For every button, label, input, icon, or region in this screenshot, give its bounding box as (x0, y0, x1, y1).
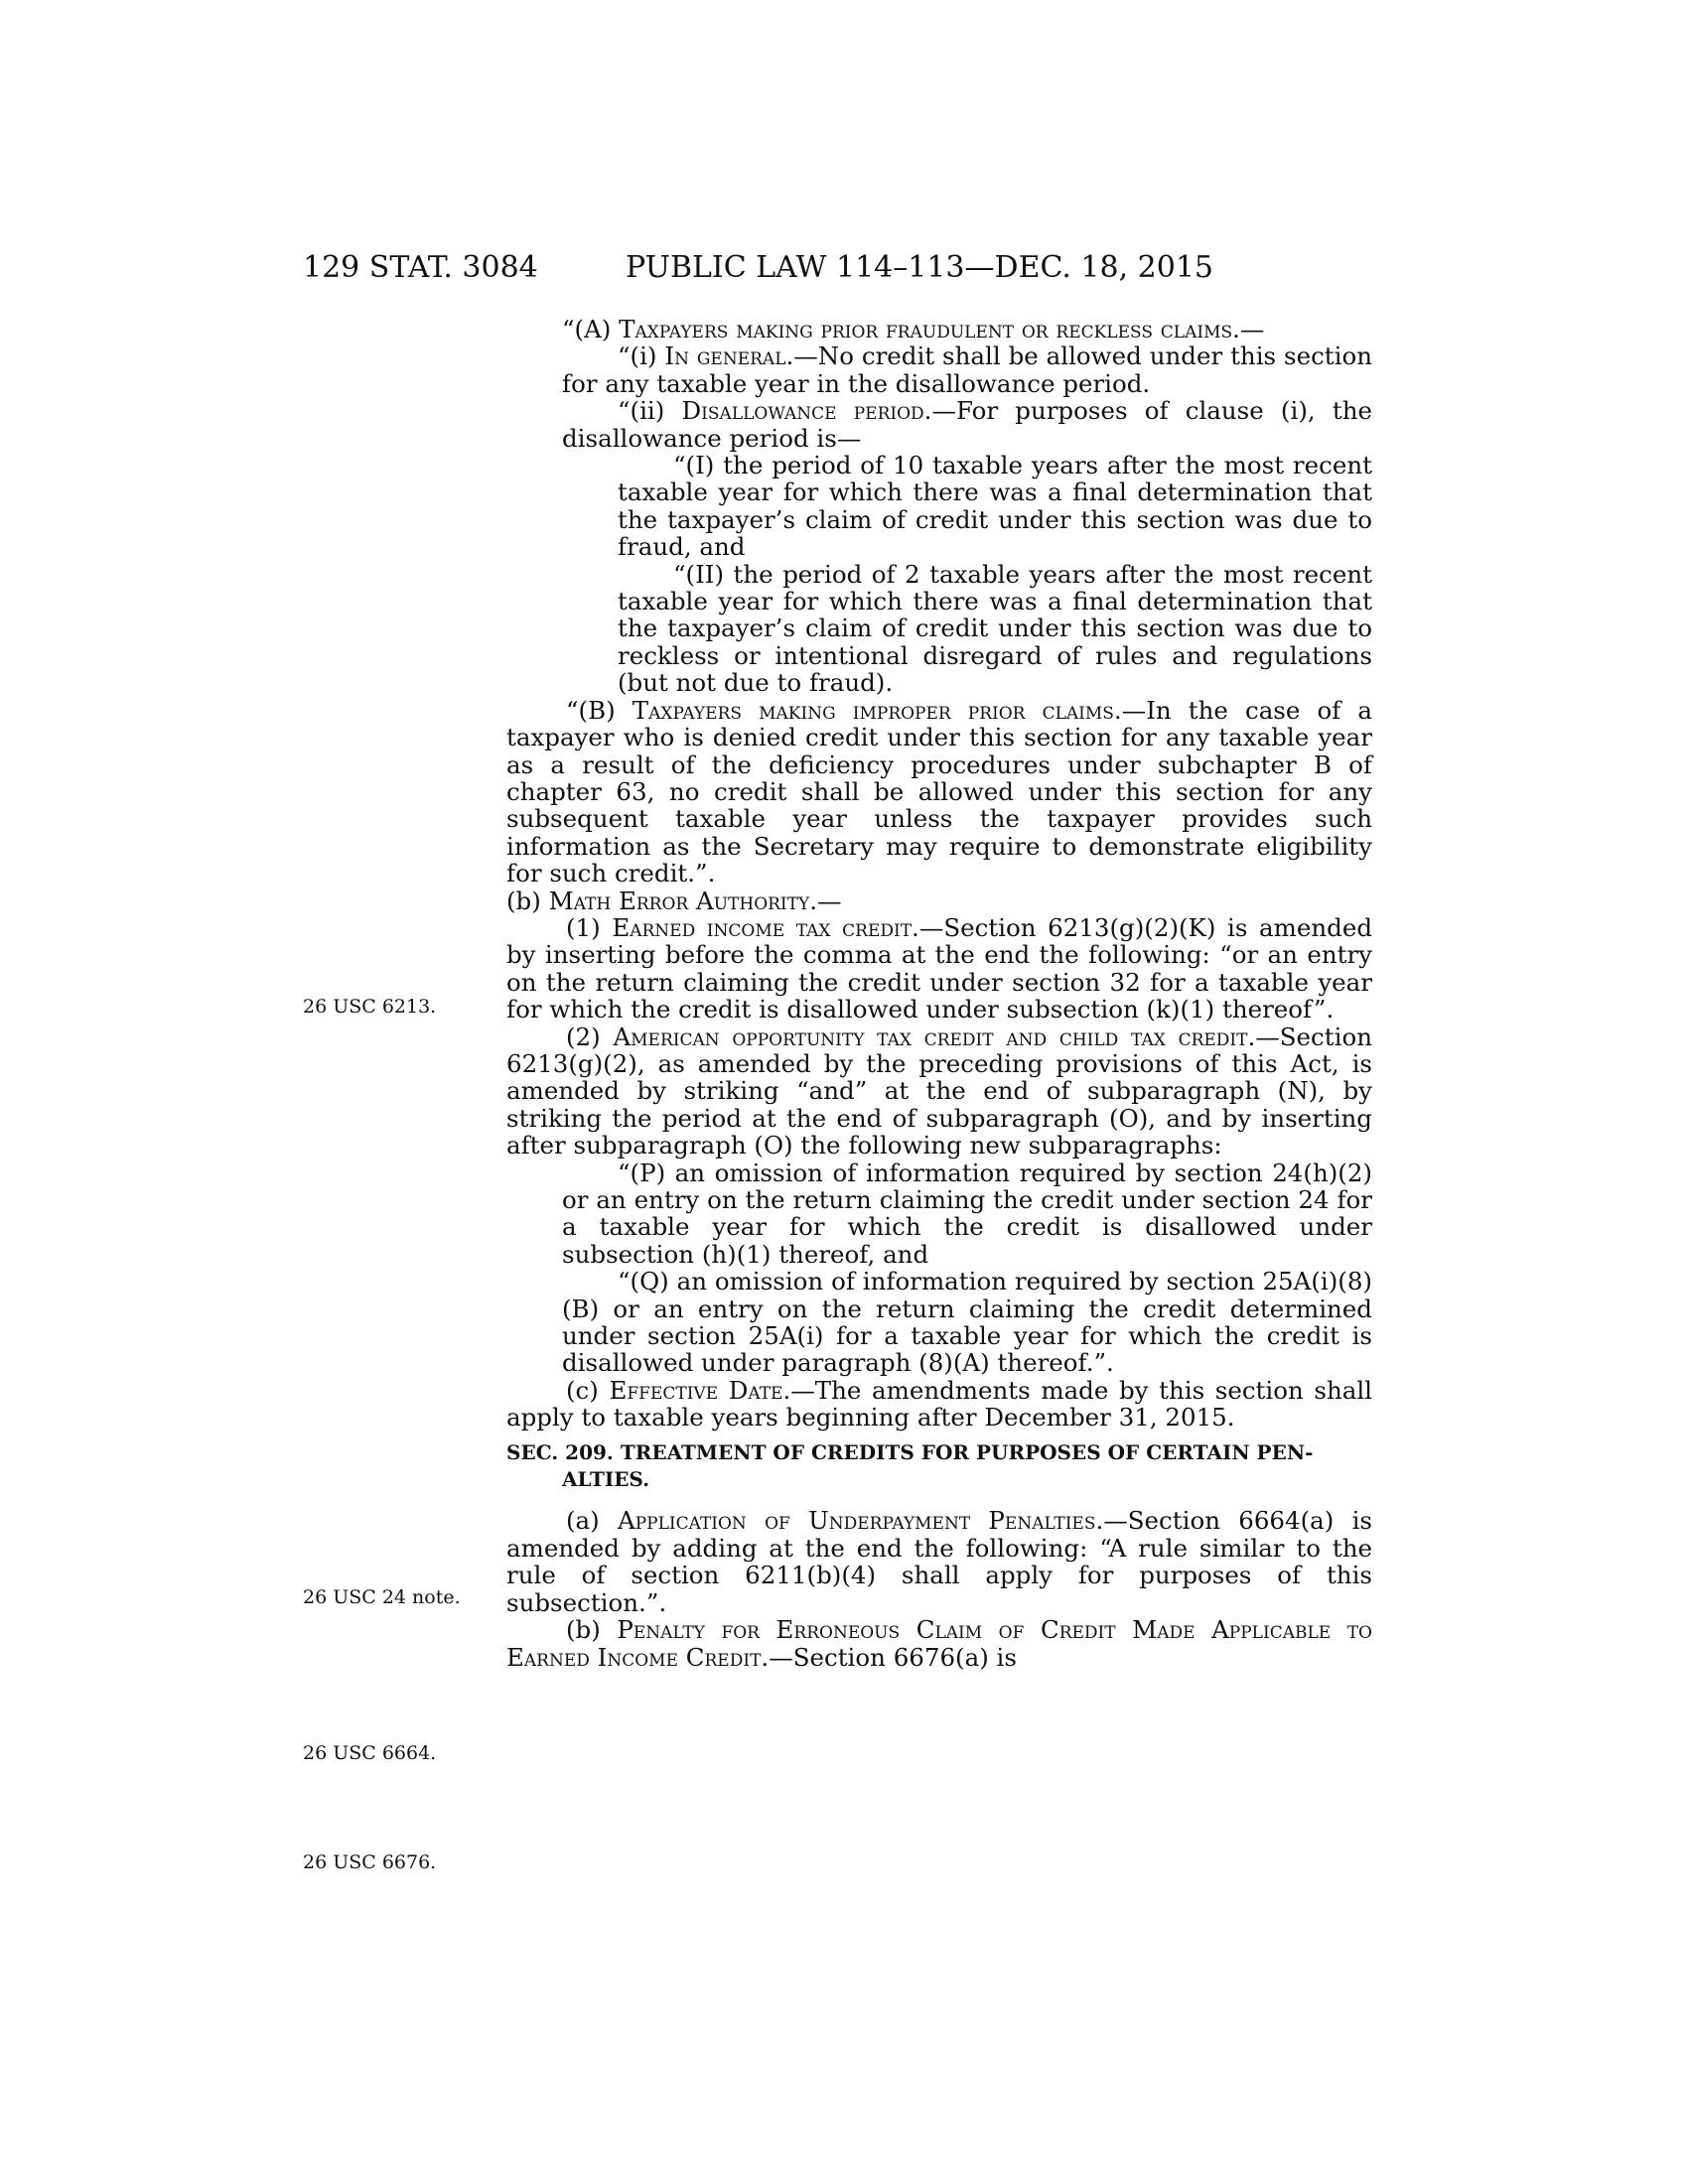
paragraph-1: (1) Earned income tax credit.—Section 6213(g)(2)(K) is amended by inserting before the comma at the end the following: “or an entry on the return claiming the credit under section 32 for a taxable year for which the credit is disallowed under subsection (k)(1) thereof”. (506, 912, 1373, 1024)
paragraph-Q: “(Q) an omission of information required by section 25A(i)(8)(B) or an entry on the return claiming the credit determined under section 25A(i) for a taxable year for which the credit is disallowed under paragraph (8)(A) thereof.”. (562, 1267, 1372, 1378)
paragraph-b: (b) Math Error Authority.— (506, 886, 842, 915)
margin-note: 26 USC 6676. (303, 1851, 437, 1873)
page-title: PUBLIC LAW 114–113—DEC. 18, 2015 (626, 250, 1214, 285)
margin-note: 26 USC 6664. (303, 1742, 437, 1764)
paragraph-ii: “(ii) Disallowance period.—For purposes of clause (i), the disallowance period is— (562, 396, 1372, 453)
paragraph-i: “(i) In general.—No credit shall be allowed under this section for any taxable year in the disallowance period. (562, 341, 1372, 398)
page-reference: 129 STAT. 3084 (303, 250, 538, 285)
paragraph-b2: (b) Penalty for Erroneous Claim of Credit Made Applicable to Earned Income Credit.—Section 6676(a) is (506, 1615, 1372, 1672)
margin-note: 26 USC 6213. (303, 996, 437, 1018)
paragraph-P: “(P) an omission of information required by section 24(h)(2) or an entry on the return claiming the credit under section 24 for a taxable year for which the credit is disallowed under subsection (h)(1) thereof, and (562, 1158, 1372, 1269)
section-heading: SEC. 209. TREATMENT OF CREDITS FOR PURPOSES OF CERTAIN PEN- ALTIES. (506, 1439, 1314, 1492)
paragraph-II: “(II) the period of 2 taxable years after the most recent taxable year for which there was a final determination that the taxpayer’s claim of credit under this section was due to reckless or intentional disregard of rules and regulations (but not due to fraud). (618, 559, 1372, 698)
paragraph-a: (a) Application of Underpayment Penalties.—Section 6664(a) is amended by adding at the end the following: “A rule similar to the rule of section 6211(b)(4) shall apply for purposes of this subsection.”. (506, 1506, 1373, 1617)
paragraph-c: (c) Effective Date.—The amendments made by this section shall apply to taxable years beginning after December 31, 2015. (506, 1375, 1373, 1433)
margin-note: 26 USC 24 note. (303, 1586, 461, 1608)
document-body (506, 316, 1372, 1671)
paragraph-I: “(I) the period of 10 taxable years after the most recent taxable year for which there was a final determination that the taxpayer’s claim of credit under this section was due to fraud, and (618, 451, 1372, 562)
paragraph-B: “(B) Taxpayers making improper prior claims.—In the case of a taxpayer who is denied credit under this section for any taxable year as a result of the deficiency procedures under subchapter B of chapter 63, no credit shall be allowed under this section for any subsequent taxable year unless the taxpayer provides such information as the Secretary may require to demonstrate eligibility for such credit.”. (506, 695, 1372, 888)
paragraph-2: (2) American opportunity tax credit and child tax credit.—Section 6213(g)(2), as amended by the preceding provisions of this Act, is amended by striking “and” at the end of subparagraph (N), by striking the period at the end of subparagraph (O), and by inserting after subparagraph (O) the following new subparagraphs: (506, 1022, 1372, 1160)
paragraph-A: “(A) Taxpayers making prior fraudulent or reckless claims.— (562, 315, 1265, 343)
